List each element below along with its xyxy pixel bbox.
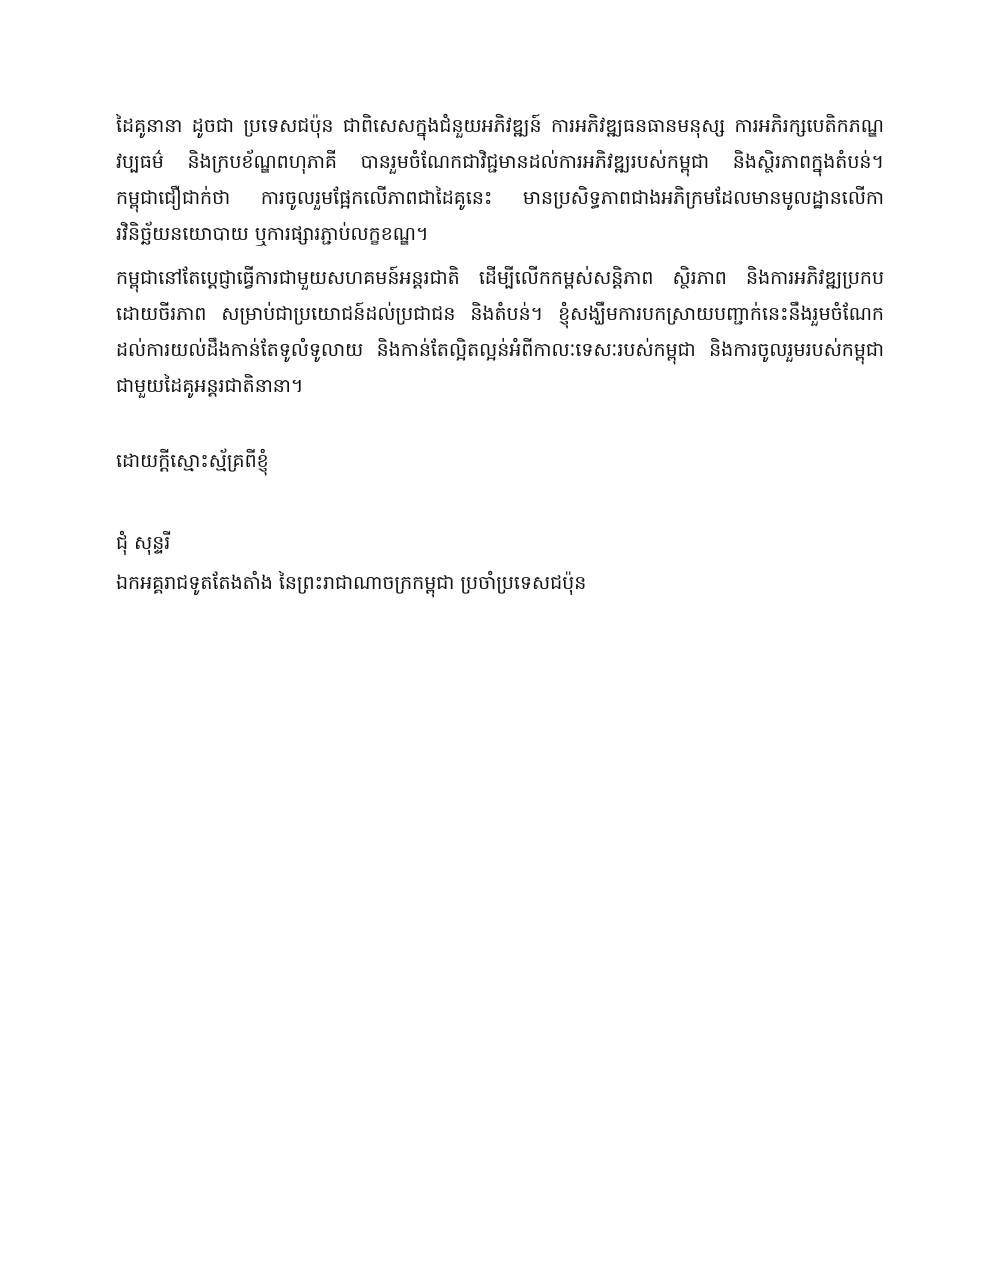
body-paragraph-1: ដៃគូនានា ដូចជា ប្រទេសជប៉ុន ជាពិសេសក្នុងជំនួយអភិវឌ្ឍន៍ ការអភិវឌ្ឍធនធានមនុស្ស ការអភិរក្សបេតិកភណ្ឌវប្បធម៌ និងក្របខ័ណ្ឌពហុភាគី បានរួមចំណែកជាវិជ្ជមានដល់ការអភិវឌ្ឍរបស់កម្ពុជា និងស្ថិរភាពក្នុងតំបន់។ កម្ពុជាជឿជាក់ថា ការចូលរួមផ្អែកលើភាពជាដៃគូនេះ មានប្រសិទ្ធភាពជាងអភិក្រមដែលមានមូលដ្ឋានលើការវិនិច្ឆ័យនយោបាយ ឬការផ្សារភ្ជាប់លក្ខខណ្ឌ។: [116, 115, 884, 245]
closing-salutation: ដោយក្តីស្មោះស្ម័គ្រពីខ្ញុំ: [116, 450, 269, 472]
signatory-name: ជុំ សុន្ទរី: [116, 532, 171, 554]
signatory-title: ឯកអគ្គរាជទូតតែងតាំង នៃព្រះរាជាណាចក្រកម្ពុជា ប្រចាំប្រទេសជប៉ុន: [116, 572, 587, 594]
body-paragraph-2: កម្ពុជានៅតែប្តេជ្ញាធ្វើការជាមួយសហគមន៍អន្តរជាតិ ដើម្បីលើកកម្ពស់សន្តិភាព ស្ថិរភាព និងការអភិវឌ្ឍប្រកបដោយចីរភាព សម្រាប់ជាប្រយោជន៍ដល់ប្រជាជន និងតំបន់។ ខ្ញុំសង្ឃឹមការបកស្រាយបញ្ជាក់នេះនឹងរួមចំណែកដល់ការយល់ដឹងកាន់តែទូលំទូលាយ និងកាន់តែល្អិតល្អន់អំពីកាលៈទេសៈរបស់កម្ពុជា និងការចូលរួមរបស់កម្ពុជាជាមួយដៃគូអន្តរជាតិនានា។: [116, 267, 884, 397]
letter-body: [116, 108, 884, 600]
